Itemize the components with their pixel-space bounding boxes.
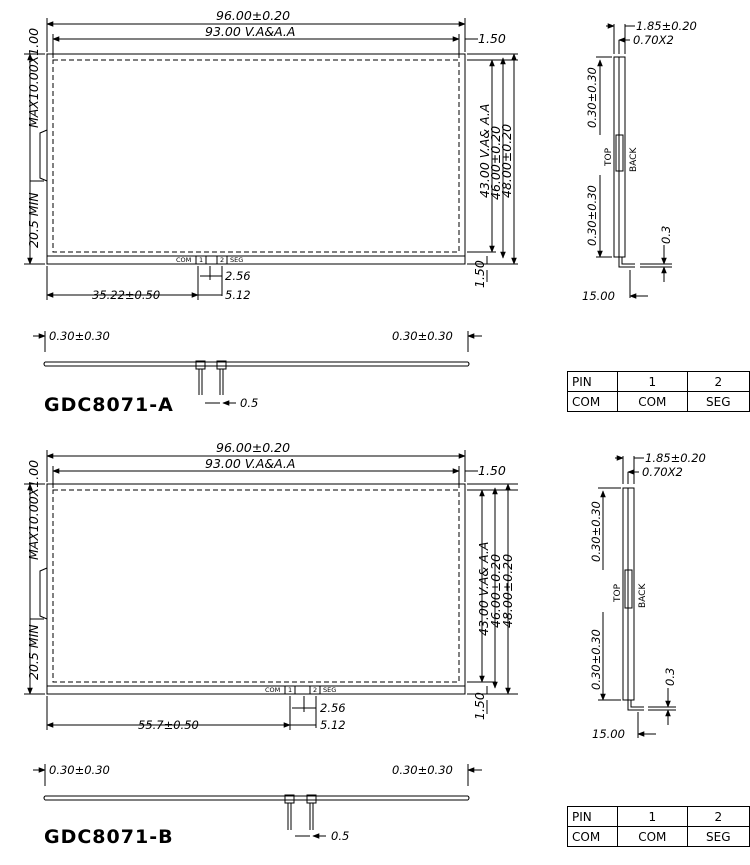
pin-table-row (568, 827, 750, 847)
outer-width-dim: 96.00±0.20 (216, 8, 291, 23)
table-cell: COM (618, 392, 688, 412)
height-min-dim: 20.5 MIN (26, 192, 41, 248)
view-area-height-dim: 43.00 V.A& A.A (477, 103, 492, 198)
outer-height-dim: 48.00±0.20 (500, 553, 515, 628)
panel-outline (47, 54, 465, 264)
model-title: GDC8071-B (44, 826, 174, 848)
pin-label-seg: SEG (230, 256, 244, 264)
mid-height-dim: 46.00±0.20 (488, 125, 503, 200)
view-area-width-dim: 93.00 V.A&A.A (205, 456, 296, 471)
pin-table-a (567, 371, 750, 412)
side-pin-span-dim: 15.00 (592, 727, 625, 741)
table-cell: 2 (687, 372, 749, 392)
right-margin-dim: 1.50 (478, 463, 506, 478)
pin-pitch-dim: 0.5 (240, 396, 259, 410)
variant-b (24, 450, 676, 836)
pin-2-label: 2 (313, 686, 318, 694)
pin-1-label: 1 (288, 686, 293, 694)
side-pin-length-dim: 0.3 (659, 225, 673, 244)
table-cell: PIN (568, 807, 618, 827)
table-cell: SEG (687, 827, 749, 847)
pin-offset-dim: 35.22±0.50 (92, 288, 161, 302)
view-area-height-dim: 43.00 V.A& A.A (476, 541, 491, 636)
table-cell: COM (618, 827, 688, 847)
pin-label-com: COM (265, 686, 281, 694)
table-cell: SEG (687, 392, 749, 412)
outer-width-dim: 96.00±0.20 (216, 440, 291, 455)
pin-table-header (568, 372, 750, 392)
pin-offset-dim: 55.7±0.50 (138, 718, 199, 732)
side-top-label: TOP (613, 583, 623, 602)
height-max-dim: MAX10.00X1.00 (26, 459, 41, 560)
side-upper-dim: 0.30±0.30 (589, 501, 603, 562)
edge-right-dim: 0.30±0.30 (392, 763, 453, 777)
pin-1-label: 1 (199, 256, 204, 264)
side-total-thickness: 1.85±0.20 (636, 19, 697, 33)
table-cell: COM (568, 392, 618, 412)
variant-a-labels (26, 8, 697, 416)
pin-label-com: COM (176, 256, 192, 264)
side-pin-span-dim: 15.00 (582, 289, 615, 303)
edge-left-dim: 0.30±0.30 (49, 763, 110, 777)
table-cell: PIN (568, 372, 618, 392)
right-margin-dim: 1.50 (478, 31, 506, 46)
pin-width-dim: 5.12 (225, 288, 251, 302)
view-area (53, 60, 459, 252)
panel-outline (47, 484, 465, 694)
side-glass-thickness: 0.70X2 (642, 465, 683, 479)
bottom-margin-dim: 1.50 (472, 260, 487, 288)
side-top-label: TOP (604, 147, 614, 166)
table-cell: 2 (687, 807, 749, 827)
pin-label-seg: SEG (323, 686, 337, 694)
height-min-dim: 20.5 MIN (26, 624, 41, 680)
pin-table-b (567, 806, 750, 847)
table-cell: 1 (618, 372, 688, 392)
side-lower-dim: 0.30±0.30 (589, 629, 603, 690)
view-area (53, 490, 459, 682)
variant-b-labels (26, 440, 706, 848)
model-title: GDC8071-A (44, 394, 174, 416)
side-back-label: BACK (638, 583, 648, 608)
pin-pitch-dim: 0.5 (331, 829, 350, 843)
view-area-width-dim: 93.00 V.A&A.A (205, 24, 296, 39)
edge-right-dim: 0.30±0.30 (392, 329, 453, 343)
height-max-dim: MAX10.00X1.00 (26, 27, 41, 128)
pin-2-label: 2 (220, 256, 225, 264)
side-glass-thickness: 0.70X2 (633, 33, 674, 47)
bottom-margin-dim: 1.50 (472, 692, 487, 720)
table-cell: COM (568, 827, 618, 847)
pin-width-dim: 5.12 (320, 718, 346, 732)
side-back-label: BACK (629, 147, 639, 172)
pin-spacing-dim: 2.56 (320, 701, 346, 715)
side-upper-dim: 0.30±0.30 (585, 67, 599, 128)
table-cell: 1 (618, 807, 688, 827)
pin-table-header (568, 807, 750, 827)
side-total-thickness: 1.85±0.20 (645, 451, 706, 465)
mid-height-dim: 46.00±0.20 (488, 553, 503, 628)
edge-left-dim: 0.30±0.30 (49, 329, 110, 343)
outer-height-dim: 48.00±0.20 (499, 123, 514, 198)
pin-spacing-dim: 2.56 (225, 269, 251, 283)
side-pin-length-dim: 0.3 (663, 667, 677, 686)
pin-table-row (568, 392, 750, 412)
side-lower-dim: 0.30±0.30 (585, 185, 599, 246)
variant-a (24, 18, 672, 403)
